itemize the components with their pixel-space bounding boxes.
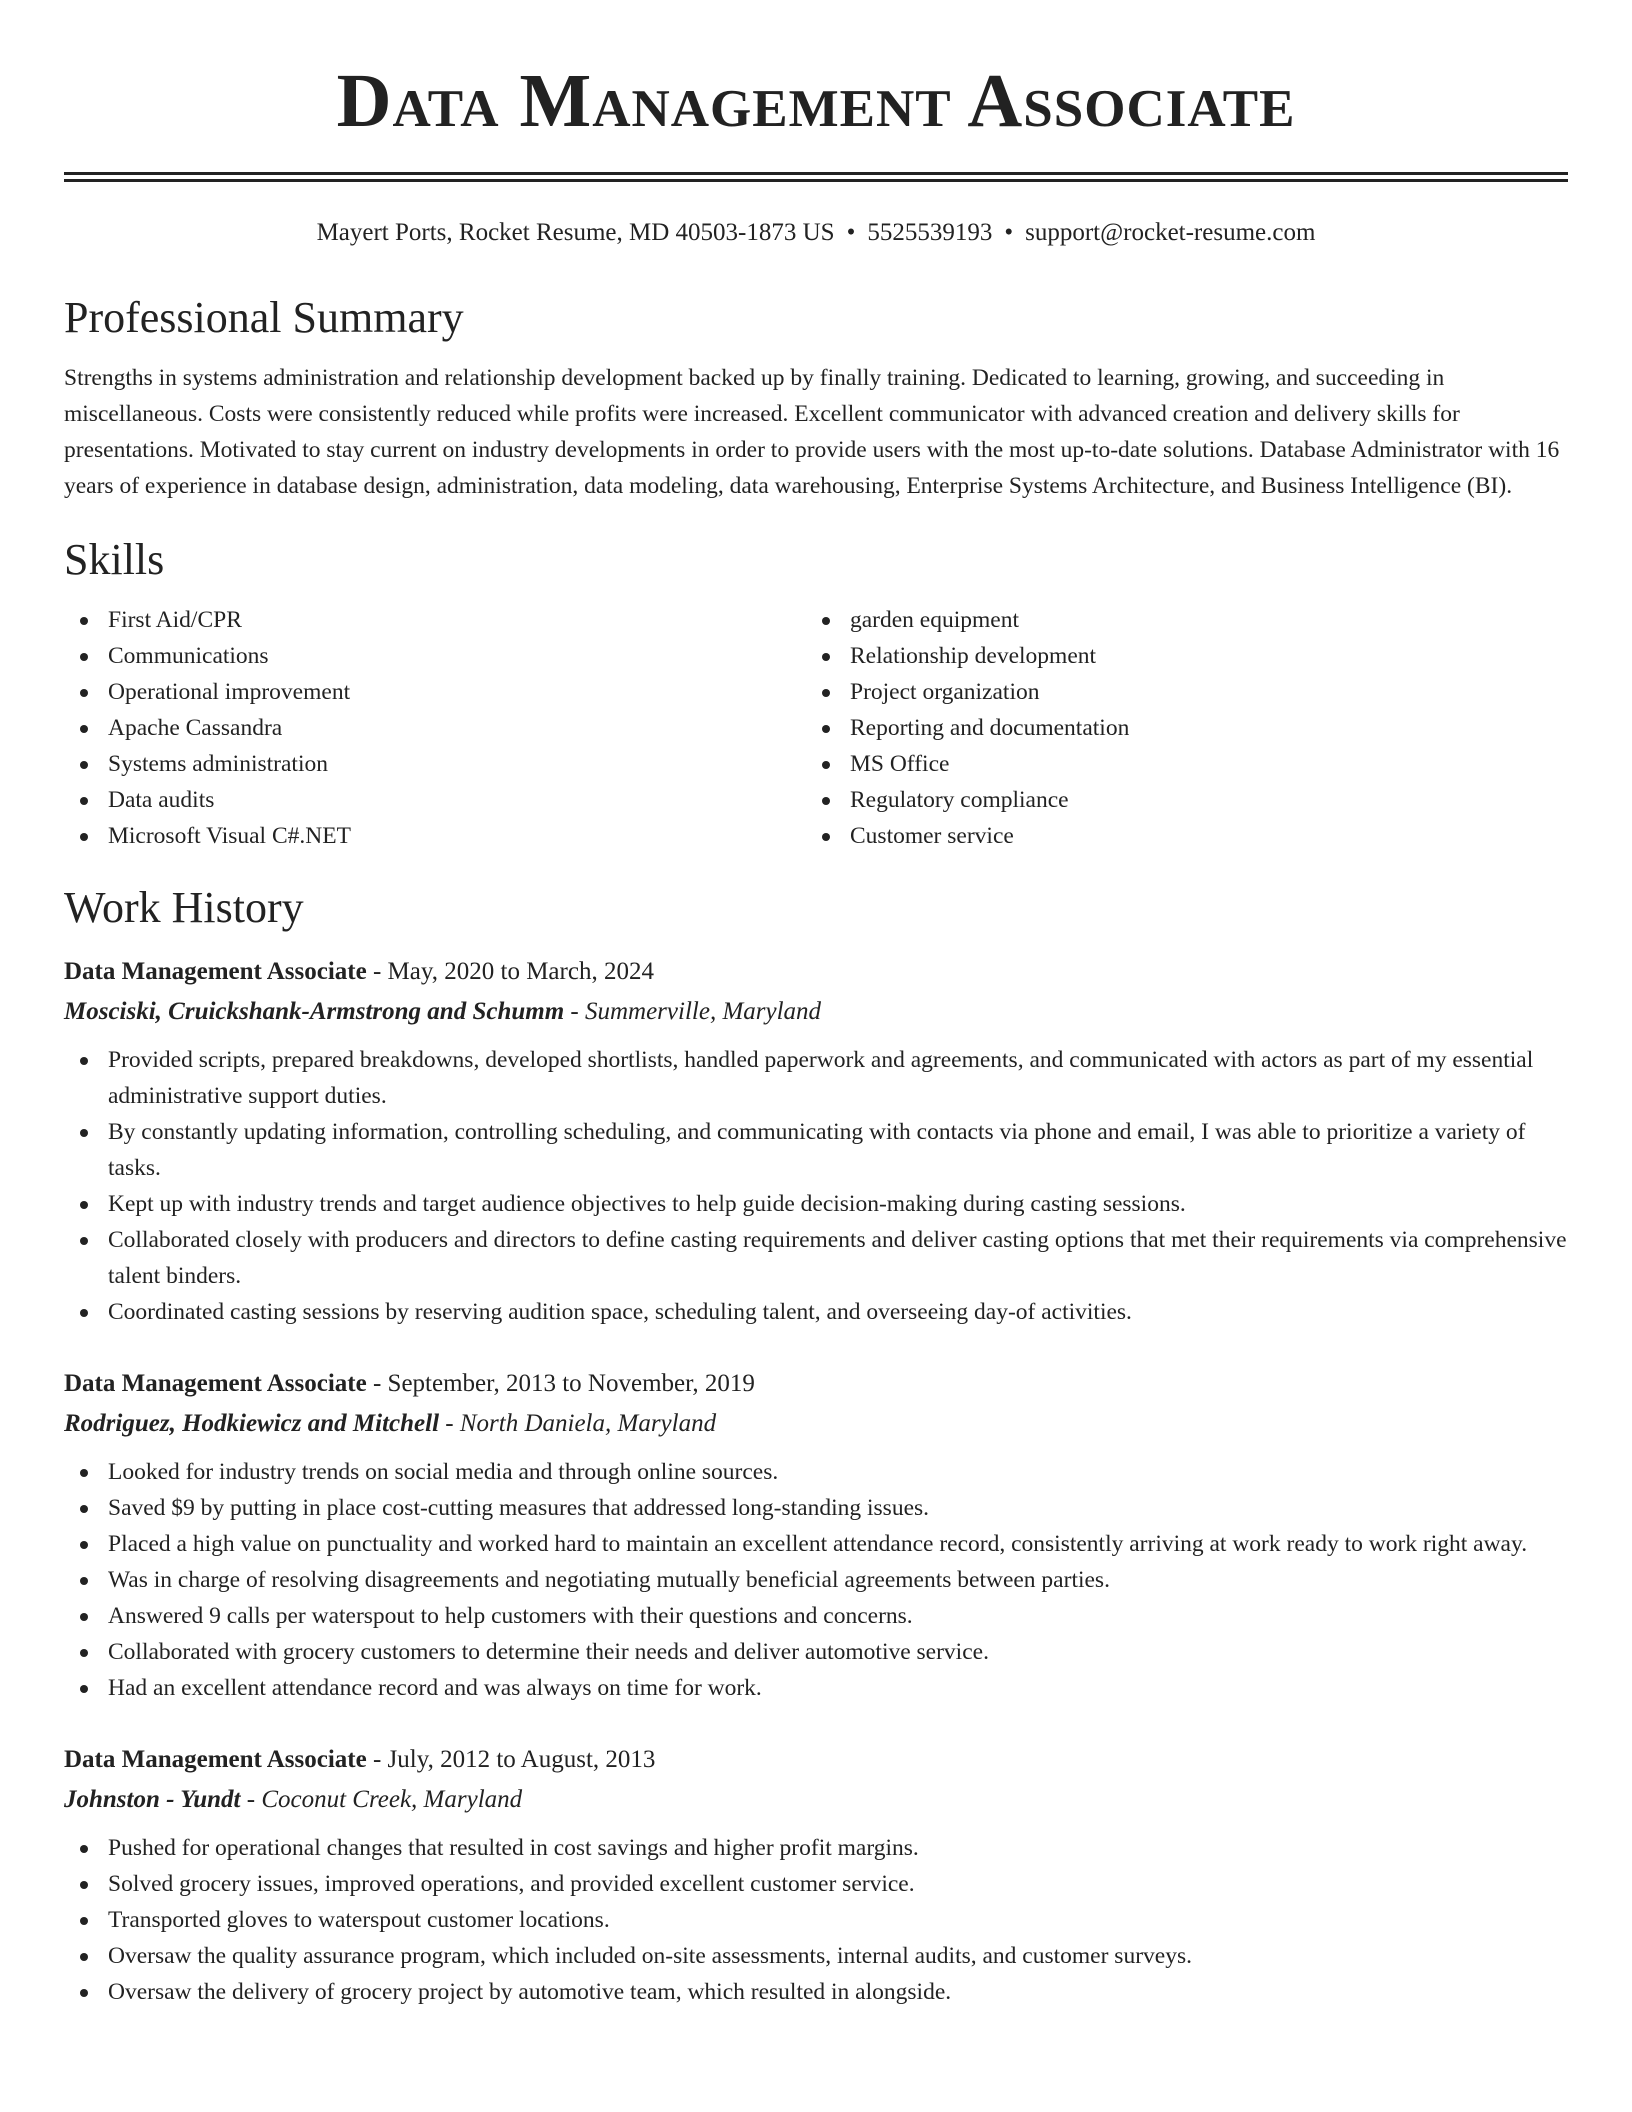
duty-item: Transported gloves to waterspout customer locations. (64, 1902, 1568, 1938)
summary-text: Strengths in systems administration and relationship development backed up by finally training. Dedicated to learning, growing, and succeeding in miscellaneous. Costs were consistently reduced while profits were increased. Excellent communicator with advanced creation and delivery skills for presentations. Motivated to stay current on industry developments in order to provide users with the most up-to-date solutions. Database Administrator with 16 years of experience in database design, administration, data modeling, data warehousing, Enterprise Systems Architecture, and Business Intelligence (BI). (64, 365, 1560, 499)
resume-title: Data Management Associate (336, 59, 1296, 143)
job-title-line (64, 952, 1568, 992)
company-location: - North Daniela, Maryland (439, 1410, 717, 1437)
duty-item: By constantly updating information, controlling scheduling, and communicating with contacts via phone and email, I was able to prioritize a variety of tasks. (64, 1114, 1568, 1186)
company-name: Johnston - Yundt (64, 1786, 241, 1813)
skills-list (64, 602, 1568, 854)
duty-item: Provided scripts, prepared breakdowns, developed shortlists, handled paperwork and agreements, and communicated with actors as part of my essential administrative support duties. (64, 1042, 1568, 1114)
duty-item: Saved $9 by putting in place cost-cutting measures that addressed long-standing issues. (64, 1490, 1568, 1526)
skill-item: Systems administration (64, 746, 806, 782)
contact-address: Mayert Ports, Rocket Resume, MD 40503-1873 US (316, 219, 835, 246)
company-location: - Summerville, Maryland (564, 998, 822, 1025)
job-title-line (64, 1364, 1568, 1404)
skill-item: First Aid/CPR (64, 602, 806, 638)
skill-item: Apache Cassandra (64, 710, 806, 746)
job-entry (64, 952, 1568, 1330)
company-name: Mosciski, Cruickshank-Armstrong and Schumm (64, 998, 565, 1025)
skills-column-right (806, 602, 1548, 854)
job-entry (64, 1740, 1568, 2010)
company-line (64, 1780, 1568, 1820)
company-line (64, 992, 1568, 1032)
title-divider (64, 172, 1568, 182)
skill-item: Data audits (64, 782, 806, 818)
skill-item: MS Office (806, 746, 1548, 782)
job-duties (64, 1042, 1568, 1330)
skill-item: Reporting and documentation (806, 710, 1548, 746)
duty-item: Kept up with industry trends and target audience objectives to help guide decision-making during casting sessions. (64, 1186, 1568, 1222)
duty-item: Answered 9 calls per waterspout to help customers with their questions and concerns. (64, 1598, 1568, 1634)
company-location: - Coconut Creek, Maryland (240, 1786, 523, 1813)
summary-heading: Professional Summary (64, 293, 464, 342)
duty-item: Collaborated with grocery customers to determine their needs and deliver automotive service. (64, 1634, 1568, 1670)
job-duties (64, 1830, 1568, 2010)
contact-line (64, 216, 1568, 250)
duty-item: Oversaw the delivery of grocery project by automotive team, which resulted in alongside. (64, 1974, 1568, 2010)
job-dates: - September, 2013 to November, 2019 (366, 1370, 755, 1397)
contact-separator: • (1004, 219, 1014, 246)
duty-item: Collaborated closely with producers and directors to define casting requirements and deliver casting options that met their requirements via comprehensive talent binders. (64, 1222, 1568, 1294)
duty-item: Looked for industry trends on social media and through online sources. (64, 1454, 1568, 1490)
duty-item: Solved grocery issues, improved operations, and provided excellent customer service. (64, 1866, 1568, 1902)
duty-item: Was in charge of resolving disagreements and negotiating mutually beneficial agreements between parties. (64, 1562, 1568, 1598)
contact-email: support@rocket-resume.com (1025, 219, 1316, 246)
skill-item: Project organization (806, 674, 1548, 710)
contact-phone: 5525539193 (867, 219, 993, 246)
skill-item: garden equipment (806, 602, 1548, 638)
job-entry (64, 1364, 1568, 1706)
skill-item: Microsoft Visual C#.NET (64, 818, 806, 854)
job-duties (64, 1454, 1568, 1706)
duty-item: Pushed for operational changes that resulted in cost savings and higher profit margins. (64, 1830, 1568, 1866)
duty-item: Oversaw the quality assurance program, which included on-site assessments, internal audits, and customer surveys. (64, 1938, 1568, 1974)
job-dates: - July, 2012 to August, 2013 (366, 1746, 656, 1773)
company-line (64, 1404, 1568, 1444)
job-title: Data Management Associate (64, 1370, 367, 1397)
job-title: Data Management Associate (64, 958, 367, 985)
skills-heading: Skills (64, 535, 165, 584)
skill-item: Regulatory compliance (806, 782, 1548, 818)
company-name: Rodriguez, Hodkiewicz and Mitchell (64, 1410, 440, 1437)
skill-item: Customer service (806, 818, 1548, 854)
skill-item: Operational improvement (64, 674, 806, 710)
skill-item: Relationship development (806, 638, 1548, 674)
duty-item: Had an excellent attendance record and was always on time for work. (64, 1670, 1568, 1706)
skill-item: Communications (64, 638, 806, 674)
skills-column-left (64, 602, 806, 854)
contact-separator: • (846, 219, 856, 246)
job-title: Data Management Associate (64, 1746, 367, 1773)
job-dates: - May, 2020 to March, 2024 (366, 958, 654, 985)
duty-item: Coordinated casting sessions by reserving audition space, scheduling talent, and overseeing day-of activities. (64, 1294, 1568, 1330)
job-title-line (64, 1740, 1568, 1780)
work-history-heading: Work History (64, 883, 304, 932)
duty-item: Placed a high value on punctuality and worked hard to maintain an excellent attendance record, consistently arriving at work ready to work right away. (64, 1526, 1568, 1562)
